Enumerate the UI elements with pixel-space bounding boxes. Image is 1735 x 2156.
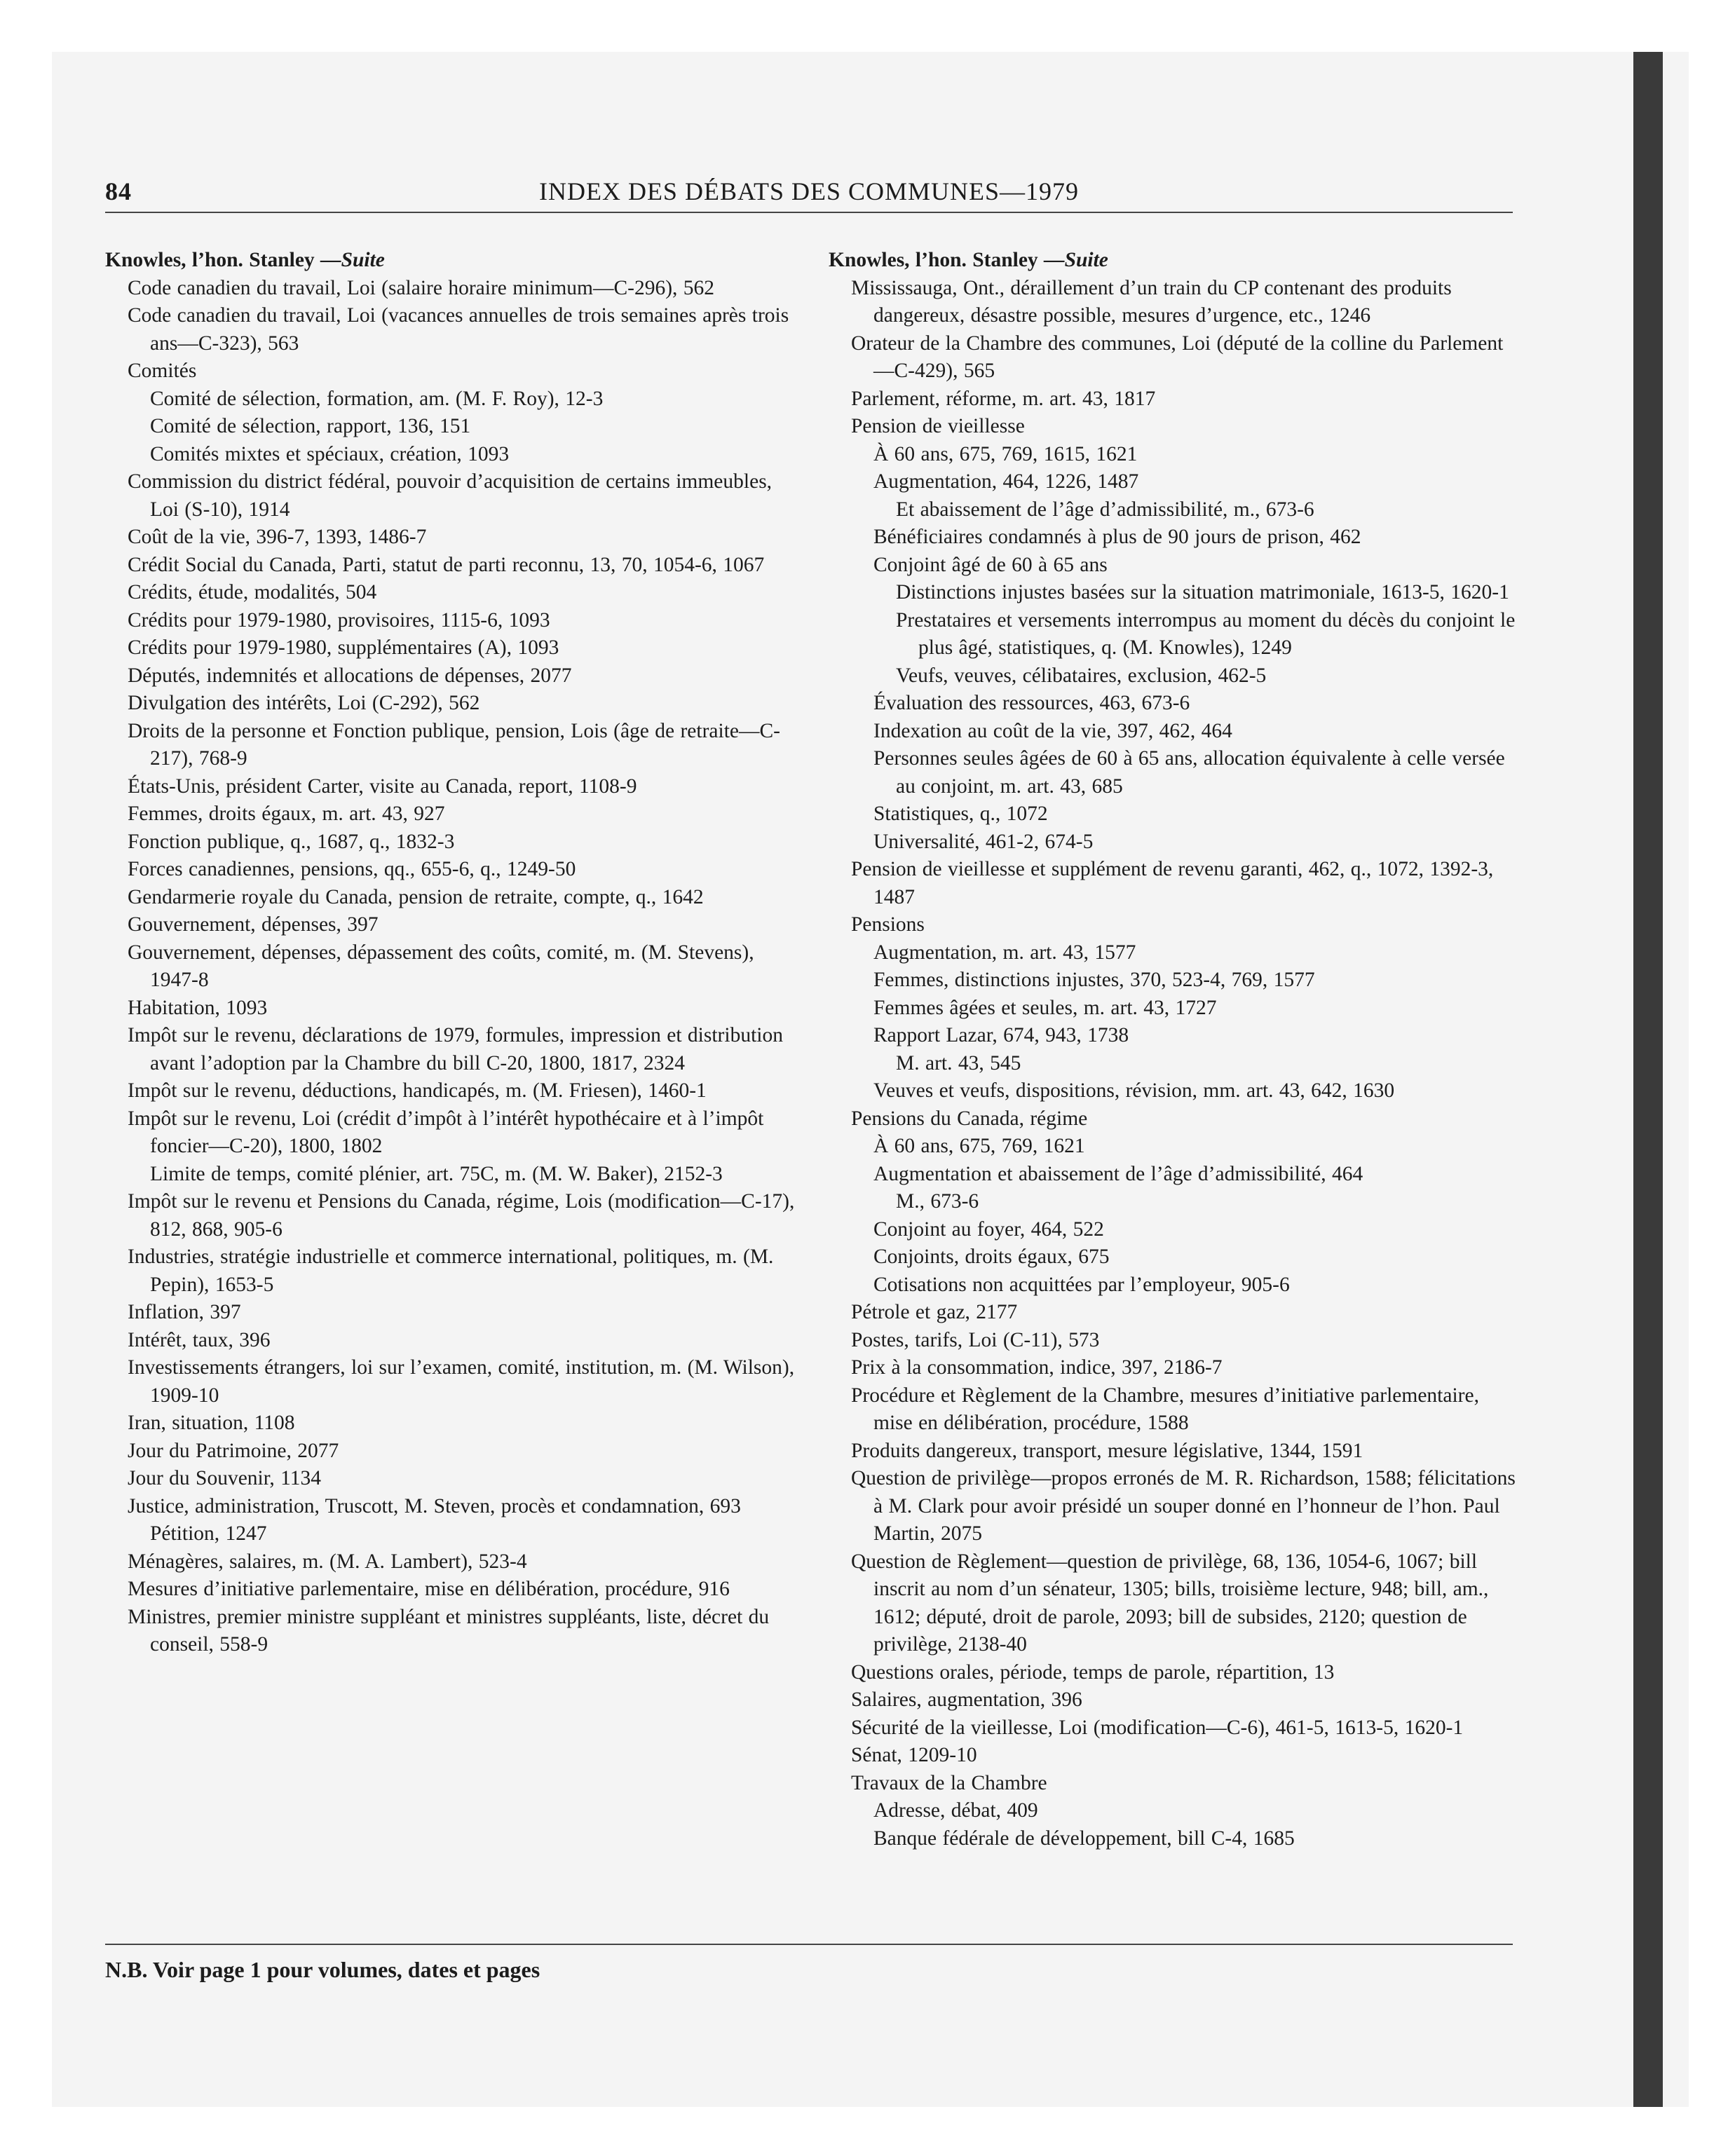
index-entry: Femmes, droits égaux, m. art. 43, 927 — [128, 803, 445, 825]
index-entry: Coût de la vie, 396-7, 1393, 1486-7 — [128, 526, 427, 548]
index-entry: Travaux de la Chambre — [851, 1771, 1047, 1794]
index-entry: Prix à la consommation, indice, 397, 2186-7 — [851, 1356, 1223, 1379]
index-entry: Impôt sur le revenu et Pensions du Canada, régime, Lois (modification—C-17), 812, 868, 905-6 — [128, 1190, 795, 1241]
index-entry: Justice, administration, Truscott, M. Steven, procès et condamnation, 693 — [128, 1494, 741, 1517]
index-entry: À 60 ans, 675, 769, 1615, 1621 — [873, 442, 1138, 465]
index-entry: M. art. 43, 545 — [896, 1051, 1021, 1074]
index-entry: Droits de la personne et Fonction publique, pension, Lois (âge de retraite—C-217), 768-9 — [128, 719, 781, 770]
index-entry: Pétition, 1247 — [150, 1522, 267, 1545]
index-entry: Comités mixtes et spéciaux, création, 1093 — [150, 442, 510, 465]
index-entry: Jour du Patrimoine, 2077 — [128, 1439, 339, 1462]
index-entry: Adresse, débat, 409 — [873, 1799, 1038, 1822]
index-entry: Habitation, 1093 — [128, 996, 268, 1019]
index-entry: Statistiques, q., 1072 — [873, 803, 1048, 825]
index-entry: Prestataires et versements interrompus au moment du décès du conjoint le plus âgé, statistiques, q. (M. Knowles), 1249 — [896, 608, 1516, 659]
index-entry: Ménagères, salaires, m. (M. A. Lambert), 523-4 — [128, 1550, 527, 1573]
index-entry: Pension de vieillesse — [851, 415, 1025, 437]
index-entry: Gendarmerie royale du Canada, pension de retraite, compte, q., 1642 — [128, 885, 704, 908]
index-entry: Gouvernement, dépenses, 397 — [128, 913, 379, 936]
index-entry: Impôt sur le revenu, déclarations de 1979, formules, impression et distribution avant l’adoption par la Chambre du bill C-20, 1800, 1817, 2324 — [128, 1024, 783, 1074]
index-entry: Fonction publique, q., 1687, q., 1832-3 — [128, 830, 455, 853]
index-entry: Salaires, augmentation, 396 — [851, 1688, 1082, 1711]
index-entry: Cotisations non acquittées par l’employeur, 905-6 — [873, 1273, 1290, 1296]
index-entry: Gouvernement, dépenses, dépassement des coûts, comité, m. (M. Stevens), 1947-8 — [128, 941, 754, 991]
index-entry: Produits dangereux, transport, mesure législative, 1344, 1591 — [851, 1439, 1363, 1462]
index-entry: Mississauga, Ont., déraillement d’un train du CP contenant des produits dangereux, désastre possible, mesures d’urgence, etc., 1246 — [851, 276, 1452, 327]
index-entry: Jour du Souvenir, 1134 — [128, 1467, 322, 1489]
index-entry: Ministres, premier ministre suppléant et ministres suppléants, liste, décret du conseil, 558-9 — [128, 1605, 770, 1656]
index-entry: Forces canadiennes, pensions, qq., 655-6, q., 1249-50 — [128, 858, 576, 880]
index-entry: Comité de sélection, formation, am. (M. F. Roy), 12-3 — [150, 387, 604, 410]
index-entry: Conjoint âgé de 60 à 65 ans — [873, 553, 1108, 576]
index-entry: Divulgation des intérêts, Loi (C-292), 562 — [128, 692, 480, 714]
index-entry: Crédits, étude, modalités, 504 — [128, 581, 377, 603]
index-entry: Distinctions injustes basées sur la situation matrimoniale, 1613-5, 1620-1 — [896, 581, 1509, 603]
index-entry: À 60 ans, 675, 769, 1621 — [873, 1135, 1085, 1157]
index-entry: Crédit Social du Canada, Parti, statut de parti reconnu, 13, 70, 1054-6, 1067 — [128, 553, 765, 576]
index-entry: Inflation, 397 — [128, 1301, 241, 1323]
index-entry: Comité de sélection, rapport, 136, 151 — [150, 415, 471, 437]
index-entry: M., 673-6 — [896, 1190, 979, 1213]
index-entry: Mesures d’initiative parlementaire, mise en délibération, procédure, 916 — [128, 1578, 730, 1600]
heading-name: Knowles, l’hon. Stanley — [829, 249, 1045, 271]
index-entry: Sécurité de la vieillesse, Loi (modification—C-6), 461-5, 1613-5, 1620-1 — [851, 1716, 1464, 1739]
heading-suite: —Suite — [320, 249, 385, 271]
index-entry: Orateur de la Chambre des communes, Loi (député de la colline du Parlement—C-429), 565 — [851, 332, 1504, 382]
index-entry: Augmentation, m. art. 43, 1577 — [873, 941, 1136, 964]
index-entry: Pension de vieillesse et supplément de revenu garanti, 462, q., 1072, 1392-3, 1487 — [851, 858, 1494, 908]
index-entry: Code canadien du travail, Loi (vacances annuelles de trois semaines après trois ans—C-323), 563 — [128, 304, 789, 355]
index-entry: Universalité, 461-2, 674-5 — [873, 830, 1094, 853]
index-entry: Femmes, distinctions injustes, 370, 523-4, 769, 1577 — [873, 969, 1315, 991]
index-entry: Parlement, réforme, m. art. 43, 1817 — [851, 387, 1156, 410]
index-entry: Intérêt, taux, 396 — [128, 1328, 271, 1351]
index-entry: Personnes seules âgées de 60 à 65 ans, allocation équivalente à celle versée au conjoint, m. art. 43, 685 — [873, 747, 1505, 798]
index-entry: Bénéficiaires condamnés à plus de 90 jours de prison, 462 — [873, 526, 1361, 548]
index-entry: Pensions du Canada, régime — [851, 1107, 1088, 1130]
index-entry: Crédits pour 1979-1980, provisoires, 1115-6, 1093 — [128, 608, 550, 632]
index-entry: États-Unis, président Carter, visite au Canada, report, 1108-9 — [128, 775, 637, 798]
index-entry: Question de privilège—propos erronés de M. R. Richardson, 1588; félicitations à M. Clark pour avoir présidé un souper donné en l’honneur de l’hon. Paul Martin, 2075 — [851, 1467, 1516, 1545]
index-entry: Procédure et Règlement de la Chambre, mesures d’initiative parlementaire, mise en délibération, procédure, 1588 — [851, 1384, 1479, 1434]
index-entry: Comités — [128, 360, 197, 382]
index-column-right — [829, 247, 1523, 1853]
index-entry: Indexation au coût de la vie, 397, 462, 464 — [873, 719, 1232, 742]
index-entry: Femmes âgées et seules, m. art. 43, 1727 — [873, 996, 1217, 1019]
index-entry: Questions orales, période, temps de parole, répartition, 13 — [851, 1660, 1335, 1684]
footer-note: N.B. Voir page 1 pour volumes, dates et pages — [105, 1957, 540, 1982]
index-entry: Augmentation, 464, 1226, 1487 — [873, 470, 1139, 493]
index-entry: Impôt sur le revenu, déductions, handicapés, m. (M. Friesen), 1460-1 — [128, 1079, 707, 1102]
index-entry: Crédits pour 1979-1980, supplémentaires (A), 1093 — [128, 636, 559, 659]
index-entry: Industries, stratégie industrielle et commerce international, politiques, m. (M. Pepin), 1653-5 — [128, 1246, 774, 1296]
scan-edge-shadow — [1633, 52, 1663, 2107]
index-entry: Impôt sur le revenu, Loi (crédit d’impôt à l’intérêt hypothécaire et à l’impôt foncier—C-20), 1800, 1802 — [128, 1107, 764, 1157]
index-entry: Augmentation et abaissement de l’âge d’admissibilité, 464 — [873, 1162, 1363, 1185]
heading-suite: —Suite — [1044, 249, 1108, 271]
column-heading — [105, 247, 799, 275]
page-header — [105, 177, 1513, 213]
index-entry: Évaluation des ressources, 463, 673-6 — [873, 692, 1190, 714]
column-heading — [829, 247, 1523, 275]
index-entry: Députés, indemnités et allocations de dépenses, 2077 — [128, 664, 572, 687]
index-entry: Iran, situation, 1108 — [128, 1412, 295, 1434]
heading-name: Knowles, l’hon. Stanley — [105, 249, 321, 271]
index-entry: Pensions — [851, 913, 925, 936]
index-entry: Veufs, veuves, célibataires, exclusion, 462-5 — [896, 664, 1267, 687]
index-entry: Et abaissement de l’âge d’admissibilité, m., 673-6 — [896, 498, 1314, 521]
index-entry: Veuves et veufs, dispositions, révision, mm. art. 43, 642, 1630 — [873, 1079, 1395, 1102]
index-entry: Limite de temps, comité plénier, art. 75C, m. (M. W. Baker), 2152-3 — [150, 1162, 723, 1185]
index-entry: Conjoints, droits égaux, 675 — [873, 1246, 1110, 1268]
page-number: 84 — [105, 177, 132, 205]
footer-divider — [105, 1944, 1513, 1945]
index-entry: Question de Règlement—question de privilège, 68, 136, 1054-6, 1067; bill inscrit au nom d’un sénateur, 1305; bills, troisième lecture, 948; bill, am., 1612; député, droit de parole, 2093; bill de subsides, 2120; question de privilège, 2138-40 — [851, 1550, 1489, 1656]
index-column-left — [105, 247, 799, 1659]
index-entry: Investissements étrangers, loi sur l’examen, comité, institution, m. (M. Wilson), 1909-10 — [128, 1356, 795, 1407]
index-entry: Sénat, 1209-10 — [851, 1744, 977, 1766]
index-entry: Commission du district fédéral, pouvoir d’acquisition de certains immeubles, Loi (S-10), 1914 — [128, 470, 773, 521]
index-entry: Banque fédérale de développement, bill C-4, 1685 — [873, 1827, 1295, 1850]
index-entry: Postes, tarifs, Loi (C-11), 573 — [851, 1328, 1100, 1351]
index-entry: Conjoint au foyer, 464, 522 — [873, 1217, 1104, 1241]
index-entry: Rapport Lazar, 674, 943, 1738 — [873, 1024, 1129, 1046]
index-entry: Pétrole et gaz, 2177 — [851, 1301, 1018, 1323]
running-title: INDEX DES DÉBATS DES COMMUNES—1979 — [538, 177, 1080, 205]
index-entry: Code canadien du travail, Loi (salaire horaire minimum—C-296), 562 — [128, 276, 715, 299]
